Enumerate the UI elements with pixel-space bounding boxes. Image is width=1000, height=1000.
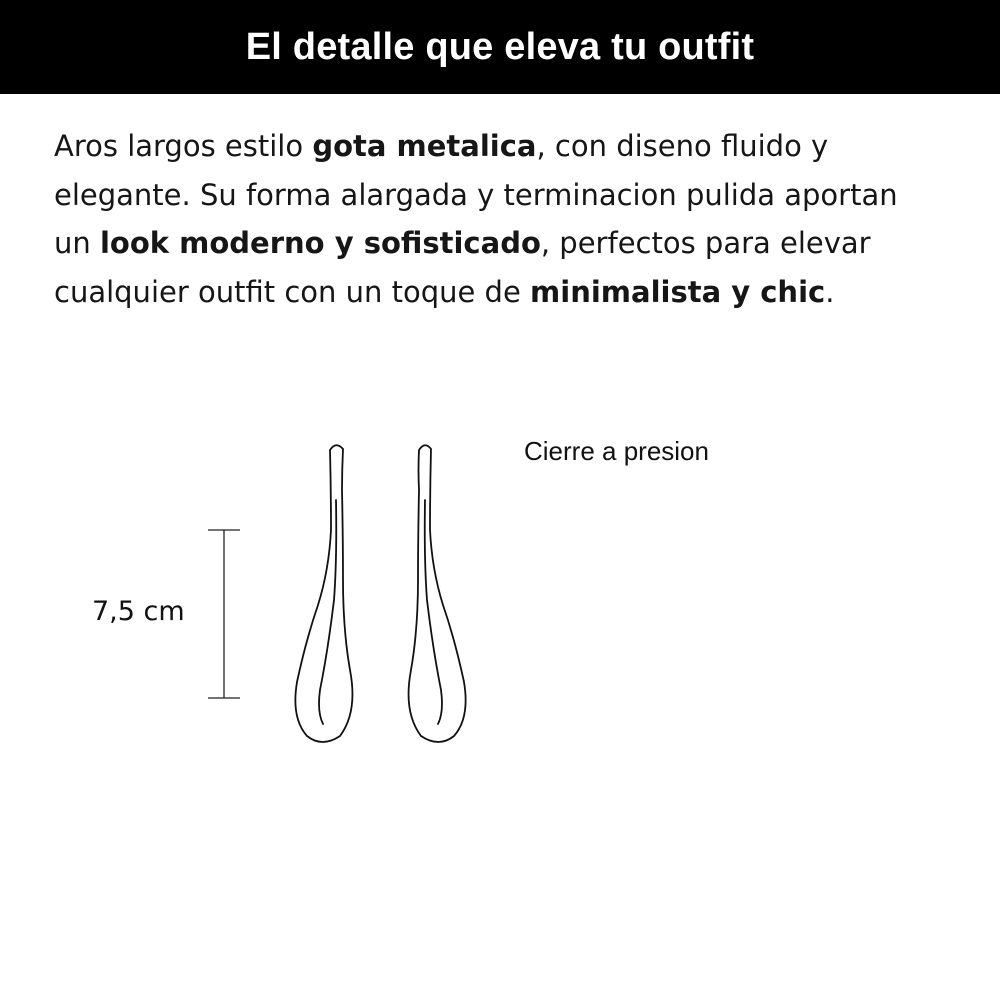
description-text: . [825,274,835,309]
description-text: cualquier outfit con un toque de [54,274,531,309]
earring-right-icon [409,445,466,742]
dimension-bracket-icon [208,530,240,698]
closure-label: Cierre a presion [524,436,709,466]
description-highlight: gota metalica [312,129,537,163]
page-title: El detalle que eleva tu outfit [245,25,755,68]
description-text: , con diseno fluido y [536,129,829,163]
description-text: Aros largos estilo [54,129,313,163]
description-highlight: minimalista y chic [530,274,826,309]
description-text: un [54,226,100,260]
description-highlight: look moderno y sofisticado [99,226,541,260]
size-label: 7,5 cm [92,596,185,627]
description-text: elegante. Su forma alargada y terminacion pulida aportan [54,177,898,212]
earring-left-icon [295,445,352,742]
description-text: , perfectos para elevar [540,226,871,260]
